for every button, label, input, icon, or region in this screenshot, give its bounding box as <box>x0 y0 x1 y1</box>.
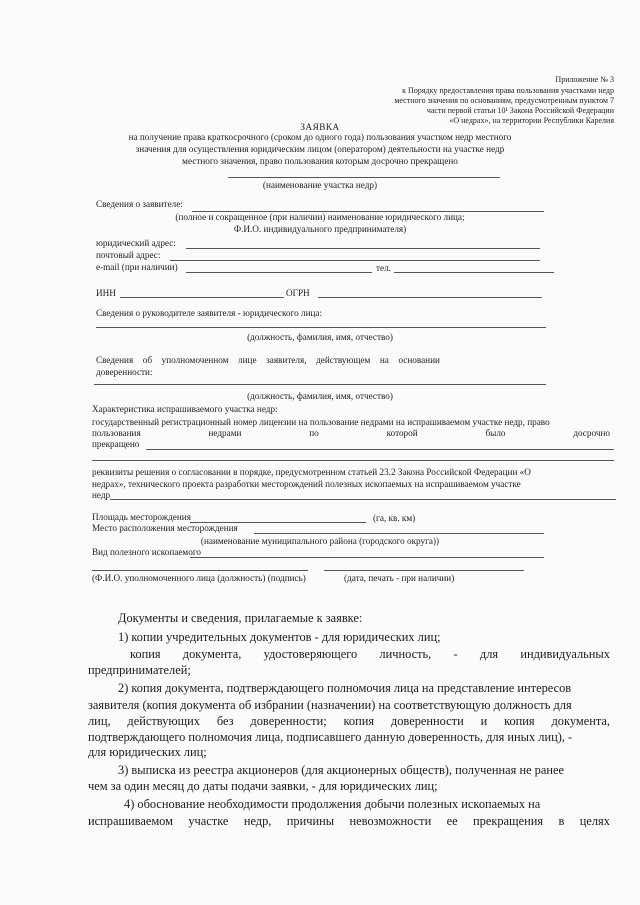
requisites-line[interactable] <box>110 499 616 500</box>
legal-name-caption-1: (полное и сокращенное (при наличии) наименование юридического лица; <box>175 212 465 222</box>
email-line[interactable] <box>186 272 372 273</box>
legal-name-caption-2: Ф.И.О. индивидуального предпринимателя) <box>233 224 407 234</box>
appendix-line-5: «О недрах», на территории Республики Карелия <box>449 116 614 125</box>
head-info-line[interactable] <box>96 327 546 328</box>
email-label: e-mail (при наличии) <box>96 262 178 272</box>
mineral-line[interactable] <box>190 557 544 558</box>
location-line[interactable] <box>254 533 544 534</box>
form-subtitle-3: местного значения, право пользования которым досрочно прекращено <box>182 156 458 166</box>
requisites-line-3: недр <box>92 490 111 500</box>
rep-label-line-2: доверенности: <box>96 367 153 377</box>
docs-heading: Документы и сведения, прилагаемые к заявке: <box>118 611 363 625</box>
docs-item-copy: копия документа, удостоверяющего личность, - для индивидуальных <box>130 647 610 661</box>
docs-item-2a: 2) копия документа, подтверждающего полномочия лица на представление интересов <box>118 681 572 695</box>
state-reg-label: государственный регистрационный номер лицензии на пользование недрами на испрашиваемом участке недр, право <box>92 417 550 427</box>
signature-line-right[interactable] <box>324 570 524 571</box>
plot-name-line[interactable] <box>228 177 500 178</box>
docs-item-4b: испрашиваемом участке недр, причины невозможности ее прекращения в целях <box>88 814 610 828</box>
signature-left-caption: (Ф.И.О. уполномоченного лица (должность) (подпись) <box>92 573 306 583</box>
legal-address-line[interactable] <box>186 248 540 249</box>
municipality-caption: (наименование муниципального района (городского округа)) <box>200 536 440 546</box>
plot-char-label: Характеристика испрашиваемого участка недр: <box>92 404 278 414</box>
docs-item-4a: 4) обоснование необходимости продолжения добычи полезных ископаемых на <box>124 797 541 811</box>
docs-item-3b: чем за один месяц до даты подачи заявки, - для юридических лиц; <box>88 779 438 793</box>
mineral-label: Вид полезного ископаемого <box>92 547 201 557</box>
area-label: Площадь месторождения <box>92 512 191 522</box>
location-label: Место расположения месторождения <box>92 523 238 533</box>
terminated-line[interactable] <box>146 449 614 450</box>
phone-line[interactable] <box>394 272 554 273</box>
area-unit: (га, кв. км) <box>373 513 416 523</box>
signature-right-caption: (дата, печать - при наличии) <box>344 573 455 583</box>
docs-item-3a: 3) выписка из реестра акционеров (для акционерных обществ), полученная не ранее <box>118 763 564 777</box>
appendix-line-4: части первой статьи 10¹ Закона Российской Федерации <box>426 106 614 115</box>
appendix-line-3: местного значения по основаниям, предусмотренным пунктом 7 <box>394 96 614 105</box>
docs-item-2d: подтверждающего полномочия лица, подписавшего данную доверенность, для иных лиц), - <box>88 730 573 744</box>
requisites-line-2: недрах», технического проекта разработки месторождений полезных ископаемых на испрашиваемом участке <box>92 479 521 489</box>
terminated-label: прекращено <box>92 439 140 449</box>
head-info-label: Сведения о руководителе заявителя - юридического лица: <box>96 308 323 318</box>
rep-label-line-1: Сведения об уполномоченном лице заявителя, действующем на основании <box>96 355 440 365</box>
ogrn-label: ОГРН <box>286 288 310 298</box>
rep-line[interactable] <box>94 384 546 385</box>
appendix-line-1: Приложение № 3 <box>555 75 614 84</box>
form-subtitle-1: на получение права краткосрочного (сроком до одного года) пользования участком недр местного <box>128 132 512 142</box>
head-position-caption: (должность, фамилия, имя, отчество) <box>247 332 393 342</box>
plot-name-caption: (наименование участка недр) <box>262 180 378 190</box>
docs-item-copy-end: предпринимателей; <box>88 663 191 677</box>
docs-item-2e: для юридических лиц; <box>88 745 207 759</box>
inn-line[interactable] <box>120 297 284 298</box>
rep-position-caption: (должность, фамилия, имя, отчество) <box>247 391 393 401</box>
applicant-label: Сведения о заявителе: <box>96 199 183 209</box>
terminated-line-2[interactable] <box>92 460 614 461</box>
requisites-line-1: реквизиты решения о согласовании в порядке, предусмотренном статьей 23.2 Закона Российской Федерации «О <box>92 467 531 477</box>
signature-line-left[interactable] <box>92 570 308 571</box>
postal-address-line[interactable] <box>170 260 540 261</box>
form-subtitle-2: значения для осуществления юридическим лицом (оператором) деятельности на участке недр <box>135 144 505 154</box>
postal-address-label: почтовый адрес: <box>96 250 161 260</box>
legal-address-label: юридический адрес: <box>96 238 176 248</box>
docs-item-2b: заявителя (копия документа об избрании (назначении) на соответствующую должность для <box>88 698 572 712</box>
docs-item-1: 1) копии учредительных документов - для юридических лиц; <box>118 630 441 644</box>
inn-label: ИНН <box>96 288 116 298</box>
docs-item-2c: лиц, действующих без доверенности; копия доверенности и копия документа, <box>88 714 610 728</box>
usage-line: пользования недрами по которой было досрочно <box>92 428 610 438</box>
ogrn-line[interactable] <box>318 297 542 298</box>
appendix-line-2: к Порядку предоставления права пользования участками недр <box>402 86 614 95</box>
form-title: ЗАЯВКА <box>300 122 340 132</box>
phone-label: тел. <box>376 263 391 273</box>
